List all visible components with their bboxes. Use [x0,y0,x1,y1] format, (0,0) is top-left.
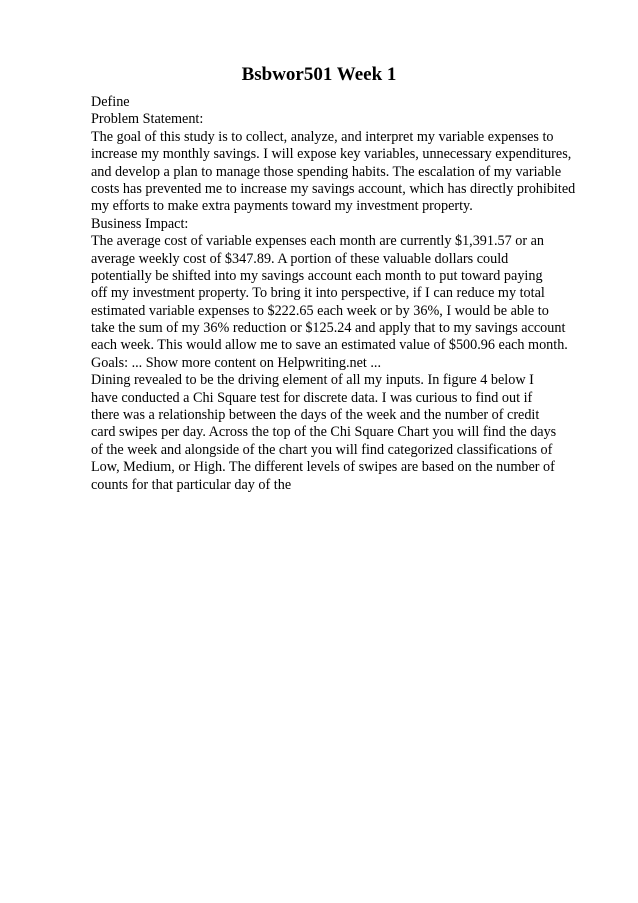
text-line: of the week and alongside of the chart you will find categorized classifications of [91,441,553,458]
text-line: each week. This would allow me to save an estimated value of $500.96 each month. [91,337,568,354]
text-line: card swipes per day. Across the top of the Chi Square Chart you will find the days [91,424,557,441]
text-line: average weekly cost of $347.89. A portion of these valuable dollars could [91,250,509,267]
text-line: costs has prevented me to increase my savings account, which has directly prohibited [91,180,576,197]
goals-show-more-line: Goals: ... Show more content on Helpwriting.net ... [91,354,382,371]
section-label-problem-statement: Problem Statement: [91,111,204,128]
text-line: Dining revealed to be the driving element of all my inputs. In figure 4 below I [91,372,534,389]
text-line: there was a relationship between the days of the week and the number of credit [91,407,540,424]
text-line: The average cost of variable expenses each month are currently $1,391.57 or an [91,233,545,250]
text-line: potentially be shifted into my savings account each month to put toward paying [91,267,543,284]
text-line: off my investment property. To bring it into perspective, if I can reduce my total [91,285,545,302]
text-line: The goal of this study is to collect, analyze, and interpret my variable expenses to [91,128,554,145]
text-line: take the sum of my 36% reduction or $125.24 and apply that to my savings account [91,320,566,337]
text-line: counts for that particular day of the [91,476,292,493]
document-title: Bsbwor501 Week 1 [241,64,397,85]
text-line: increase my monthly savings. I will expose key variables, unnecessary expenditures, [91,146,572,163]
section-label-business-impact: Business Impact: [91,215,189,232]
text-line: Low, Medium, or High. The different levels of swipes are based on the number of [91,459,555,476]
text-line: my efforts to make extra payments toward my investment property. [91,198,473,215]
document-body [91,94,611,494]
text-line: have conducted a Chi Square test for discrete data. I was curious to find out if [91,389,533,406]
text-line: and develop a plan to manage those spending habits. The escalation of my variable [91,163,562,180]
section-label-define: Define [91,94,130,110]
text-line: estimated variable expenses to $222.65 each week or by 36%, I would be able to [91,302,549,319]
